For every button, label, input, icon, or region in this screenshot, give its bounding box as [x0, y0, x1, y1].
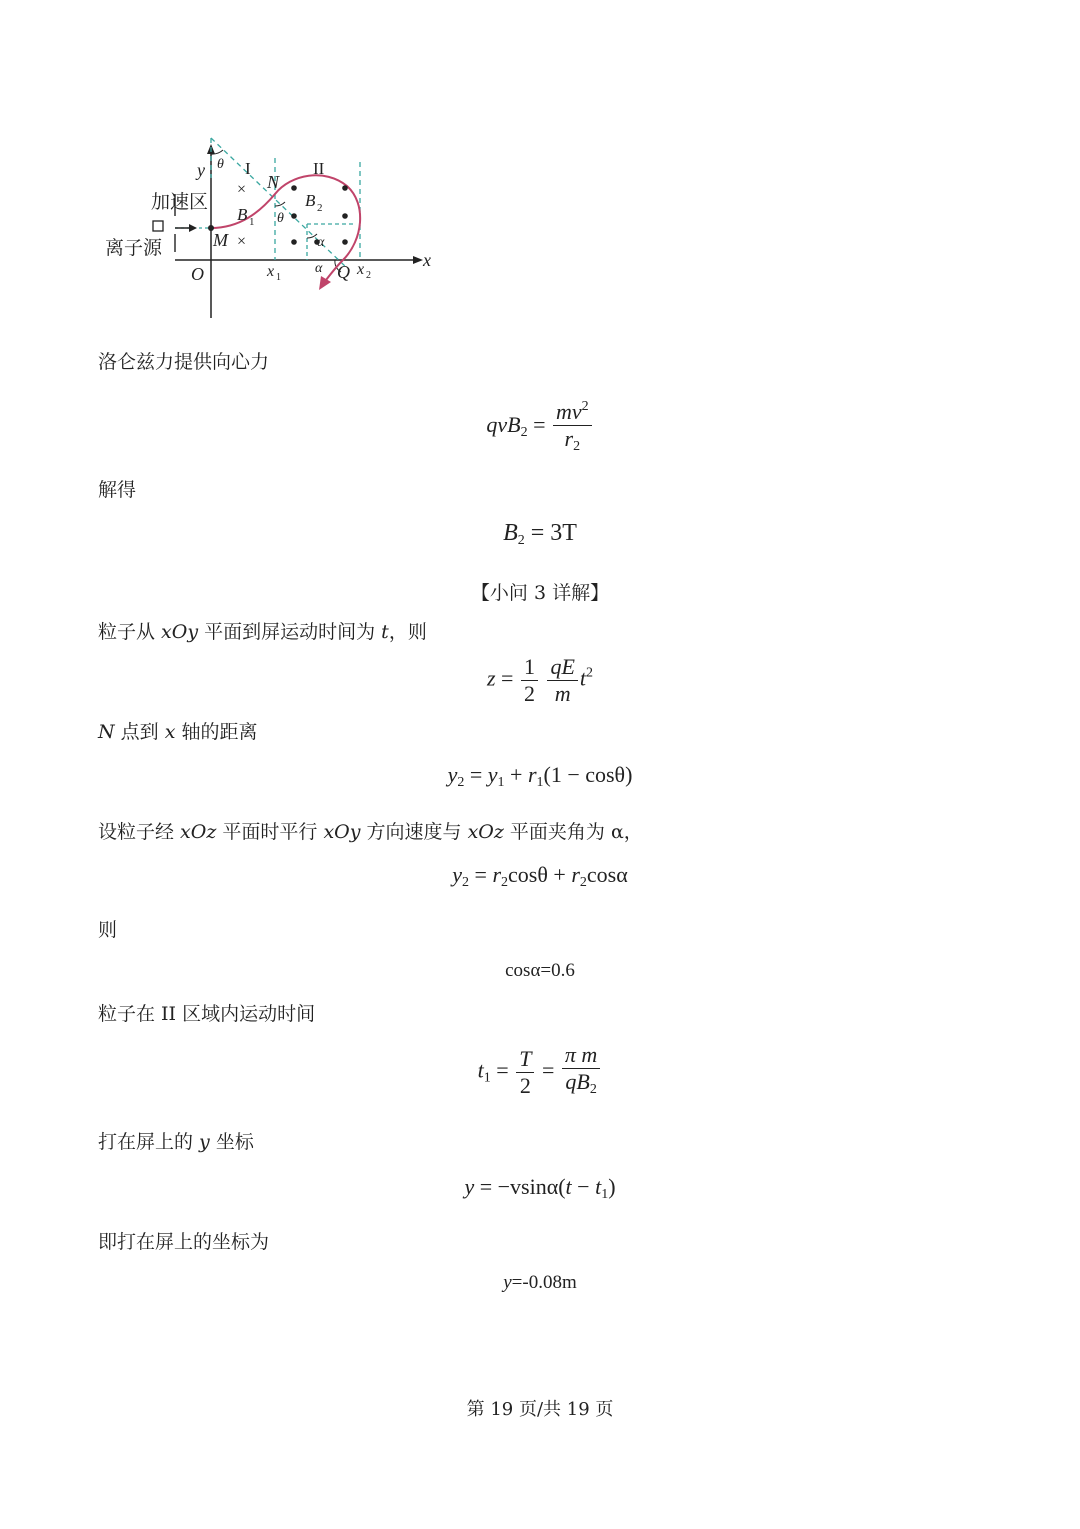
eq-term: t — [477, 1057, 484, 1083]
text-var: xOy — [323, 821, 361, 843]
eq-term: B — [503, 520, 518, 546]
text-span: 粒子从 — [98, 621, 162, 643]
region-1-label: I — [245, 159, 251, 178]
ion-source-box — [153, 221, 163, 231]
eq-sub: 2 — [579, 875, 587, 890]
text-span: 平面到屏运动时间为 — [198, 621, 382, 643]
eq-term: y — [464, 1174, 475, 1199]
field-dot-icon — [291, 239, 297, 245]
field-dot-icon — [291, 213, 297, 219]
cross-icon: × — [237, 233, 247, 250]
text-paragraph — [98, 620, 427, 644]
eq-term: = 3T — [524, 520, 577, 546]
eq-term: t — [565, 1174, 572, 1199]
text-paragraph: 洛仑兹力提供向心力 — [98, 351, 270, 373]
eq-term: r — [492, 862, 502, 887]
eq-sub: 1 — [536, 775, 544, 790]
beam-arrow-icon — [189, 224, 197, 232]
eq-sub: 2 — [462, 875, 470, 890]
theta-mid-arc — [275, 202, 285, 206]
equation-y-screen — [0, 1174, 1080, 1203]
text-span: ，则 — [388, 621, 427, 643]
eq-num: 1 — [521, 654, 538, 681]
text-paragraph: 粒子在 II 区域内运动时间 — [98, 1003, 316, 1025]
equation-z — [0, 654, 1080, 707]
eq-term: t — [579, 665, 587, 691]
eq-sub: 1 — [601, 1187, 609, 1202]
eq-term: y — [503, 1272, 512, 1293]
eq-sign: = — [490, 1057, 515, 1083]
text-span: 设粒子经 — [98, 821, 181, 843]
text-paragraph: 解得 — [98, 479, 137, 501]
eq-term: y — [447, 762, 458, 787]
text-paragraph — [98, 720, 257, 744]
eq-term: mv — [555, 399, 582, 424]
eq-num: qE — [550, 654, 575, 679]
text-span: 平面时平行 — [216, 821, 324, 843]
eq-term: t — [595, 1174, 602, 1199]
eq-sign: ( — [558, 1174, 566, 1199]
text-span: 点到 — [114, 721, 165, 743]
field-b2-sub: 2 — [317, 202, 323, 214]
eq-sub: 2 — [589, 1082, 597, 1097]
x2-label: x — [357, 261, 365, 278]
text-var: x — [164, 721, 176, 743]
text-span: 方向速度与 — [360, 821, 468, 843]
field-dot-icon — [342, 213, 348, 219]
eq-num: π m — [564, 1042, 598, 1067]
x2-sub: 2 — [366, 270, 371, 281]
text-paragraph — [98, 1130, 254, 1154]
text-span: 打在屏上的 — [98, 1131, 200, 1153]
text-span: 平面夹角为 α， — [503, 821, 643, 843]
eq-term: (1 − cosθ) — [543, 762, 633, 787]
eq-num: T — [519, 1046, 532, 1071]
eq-sign: = — [469, 862, 493, 887]
text-span: 轴的距离 — [175, 721, 258, 743]
equation-lorentz — [0, 394, 1080, 460]
text-var: t — [381, 621, 389, 643]
eq-sign: + — [547, 862, 572, 887]
cross-icon: × — [237, 181, 247, 198]
field-b1-label: B — [237, 205, 248, 224]
x1-sub: 1 — [276, 272, 281, 283]
region-2-label: II — [313, 159, 325, 178]
eq-term: qvB — [486, 412, 521, 438]
eq-sign: = — [495, 665, 519, 691]
accel-zone-label: 加速区 — [151, 192, 209, 213]
field-dot-icon — [342, 185, 348, 191]
eq-sup: 2 — [586, 665, 594, 681]
text-var: y — [199, 1131, 210, 1153]
point-m-label: M — [213, 230, 228, 250]
text-span: 坐标 — [209, 1131, 254, 1153]
physics-diagram — [95, 128, 440, 323]
text-var: xOz — [180, 821, 217, 843]
eq-fraction — [553, 394, 592, 460]
ion-source-label: 离子源 — [105, 238, 163, 259]
eq-term: =-0.08m — [511, 1272, 577, 1293]
eq-term: z — [486, 665, 496, 691]
eq-sup: 2 — [581, 399, 589, 414]
origin-label: O — [191, 264, 204, 284]
point-n-label: N — [267, 172, 280, 192]
dashed-diagonal — [211, 138, 347, 268]
text-paragraph — [98, 820, 643, 844]
eq-sub: 1 — [497, 775, 505, 790]
eq-term: = −vsinα — [474, 1174, 559, 1199]
eq-den: m — [554, 681, 571, 706]
eq-sign: + — [504, 762, 528, 787]
page-footer: 第 19 页/共 19 页 — [466, 1399, 614, 1420]
eq-sign: = — [527, 412, 551, 438]
text-paragraph: 即打在屏上的坐标为 — [98, 1231, 270, 1253]
field-b1-sub: 1 — [249, 216, 255, 228]
field-dot-icon — [342, 239, 348, 245]
text-var: N — [98, 721, 115, 743]
eq-sign: = — [536, 1057, 560, 1083]
x1-label: x — [267, 263, 275, 280]
text-var: xOy — [161, 621, 199, 643]
eq-term: r — [527, 762, 537, 787]
equation-cos-alpha: cosα=0.6 — [505, 960, 575, 981]
eq-sign: − — [571, 1174, 596, 1199]
eq-sub: 1 — [483, 1070, 491, 1086]
eq-sign: ) — [608, 1174, 616, 1199]
trajectory-arrow-icon — [319, 276, 331, 290]
eq-term: y — [452, 862, 463, 887]
eq-sub: 2 — [457, 775, 465, 790]
eq-den: qB — [565, 1069, 590, 1094]
eq-fraction — [547, 654, 577, 707]
alpha-inner-label: α — [317, 235, 325, 250]
equation-y2-distance — [0, 762, 1080, 791]
eq-fraction — [562, 1042, 600, 1103]
eq-term: r — [564, 426, 574, 451]
x-axis-arrow-icon — [413, 256, 423, 264]
eq-sub: 2 — [573, 439, 581, 454]
text-var: xOz — [467, 821, 504, 843]
x-axis-label: x — [423, 250, 431, 270]
theta-mid-label: θ — [277, 211, 284, 226]
y-axis-label: y — [197, 160, 205, 180]
eq-term: y — [487, 762, 498, 787]
eq-sub: 2 — [517, 533, 525, 548]
eq-fraction — [521, 654, 538, 707]
equation-b2-result — [0, 520, 1080, 549]
field-b2-label: B — [305, 191, 316, 210]
alpha-outer-label: α — [315, 261, 323, 276]
equation-t1 — [0, 1042, 1080, 1103]
eq-term: cosθ — [508, 862, 548, 887]
equation-y2-cos — [0, 862, 1080, 891]
eq-sub: 2 — [520, 425, 528, 441]
point-q-label: Q — [337, 262, 350, 282]
eq-fraction — [516, 1046, 534, 1099]
field-dot-icon — [291, 185, 297, 191]
eq-term: cosα — [586, 862, 628, 887]
equation-final-result — [0, 1272, 1080, 1294]
section-heading: 【小问 3 详解】 — [470, 582, 610, 604]
eq-den: 2 — [519, 1073, 531, 1098]
theta-top-label: θ — [217, 157, 224, 172]
eq-sub: 2 — [501, 875, 509, 890]
eq-den: 2 — [523, 681, 535, 706]
text-paragraph: 则 — [98, 919, 118, 941]
eq-sign: = — [464, 762, 488, 787]
eq-term: r — [571, 862, 580, 887]
